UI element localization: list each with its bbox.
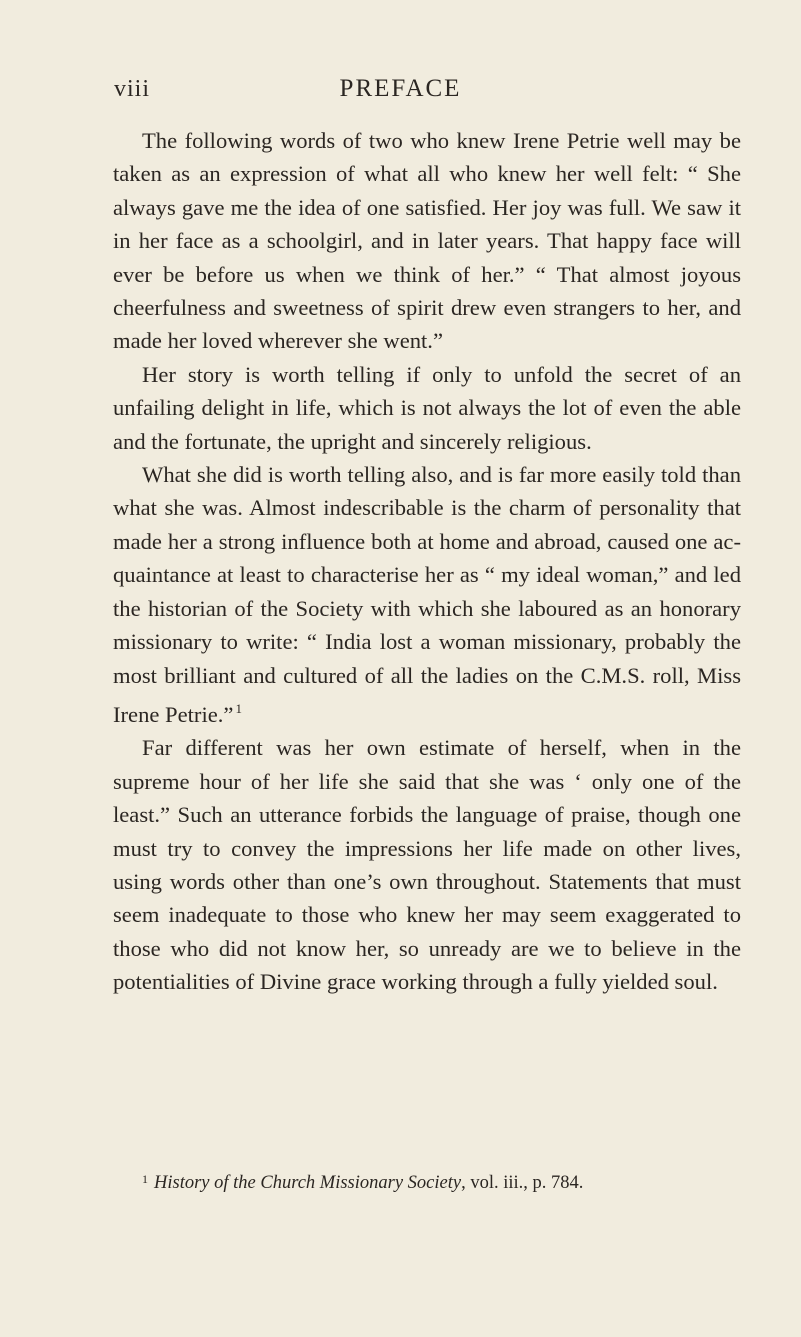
- page-number: viii: [114, 76, 151, 102]
- footnote-reference: 1: [235, 700, 242, 716]
- body-text: [113, 124, 741, 999]
- footnote-marker: 1: [142, 1172, 148, 1186]
- running-title: PREFACE: [339, 75, 462, 102]
- footnote-citation: , vol. iii., p. 784.: [461, 1173, 584, 1193]
- paragraph-1: The following words of two who knew Irene Petrie well may be taken as an expression of what all who knew her well felt: “ She always gave me the idea of one satisfied. Her joy was full. We saw it in her face as a schoolgirl, and in later years. That happy face will ever be before us when we think of her.” “ That almost joyous cheerfulness and sweetness of spirit drew even strangers to her, and made her loved wherever she went.”: [113, 128, 741, 354]
- paragraph-3: [113, 458, 741, 731]
- paragraph-3-text: What she did is worth telling also, and is far more easily told than what she was. Almost indescribable is the charm of personality that made her a strong influence both at home and abroad, caused one ac-quaintance at least to characterise her as “ my ideal woman,” and led the historian of the Society with which she laboured as an honorary missionary to write: “ India lost a woman missionary, probably the most brilliant and cultured of all the ladies on the C.M.S. roll, Miss Irene Petrie.”: [113, 462, 741, 727]
- page-header: [0, 71, 801, 107]
- paragraph-2: Her story is worth telling if only to unfold the secret of an unfailing delight in life, which is not always the lot of even the able and the fortunate, the upright and sincerely religious.: [113, 361, 741, 454]
- paragraph-4: Far different was her own estimate of herself, when in the supreme hour of her life she said that she was ‘ only one of the least.” Such an utterance forbids the language of praise, though one must try to convey the impressions her life made on other lives, using words other than one’s own throughout. Statements that must seem inadequate to those who knew her may seem exaggerated to those who did not know her, so unready are we to believe in the potentialities of Divine grace working through a fully yielded soul.: [113, 735, 741, 995]
- footnote-book-title: History of the Church Missionary Society: [154, 1173, 462, 1193]
- footnote: [113, 1166, 741, 1196]
